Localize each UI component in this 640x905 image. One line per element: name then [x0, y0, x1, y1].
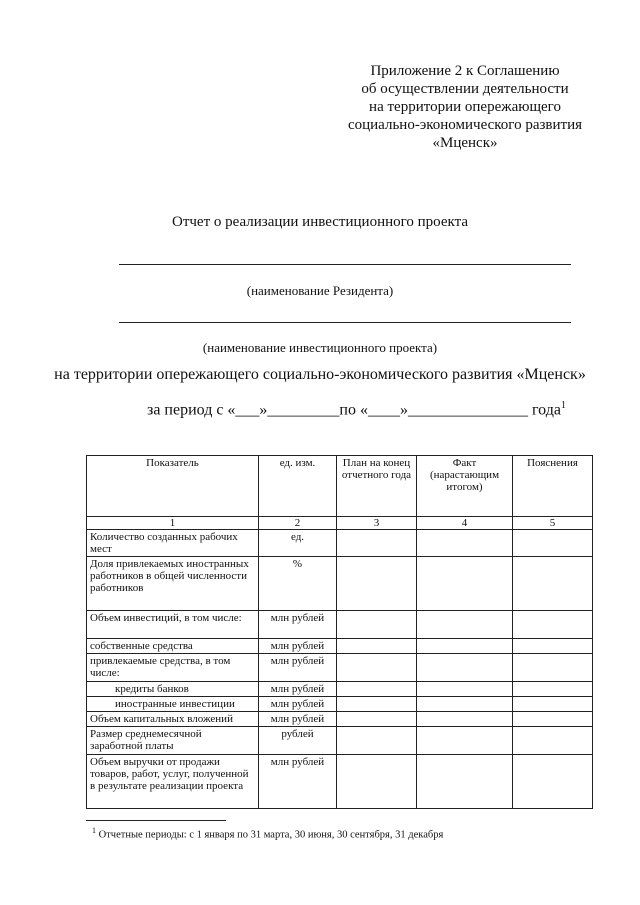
- appendix-line: социально-экономического развития: [347, 117, 583, 133]
- footnote-mark: 1: [92, 826, 96, 835]
- notes-cell[interactable]: [513, 639, 593, 654]
- row-label: привлекаемые средства, в том числе:: [87, 654, 259, 682]
- table-header-row: [87, 456, 593, 517]
- footnote: [92, 826, 443, 841]
- notes-cell[interactable]: [513, 712, 593, 727]
- row-label: Объем капитальных вложений: [87, 712, 259, 727]
- row-unit: млн рублей: [259, 639, 337, 654]
- row-unit: %: [259, 557, 337, 611]
- plan-cell[interactable]: [337, 654, 417, 682]
- report-title: Отчет о реализации инвестиционного проекта: [171, 214, 468, 230]
- report-table: [86, 455, 593, 809]
- project-name-line[interactable]: [119, 322, 571, 323]
- plan-cell[interactable]: [337, 727, 417, 755]
- notes-cell[interactable]: [513, 557, 593, 611]
- row-unit: ед.: [259, 530, 337, 557]
- row-label: кредиты банков: [87, 682, 259, 697]
- header-fact: Факт (нарастающим итогом): [417, 456, 513, 517]
- appendix-line: «Мценск»: [432, 135, 498, 151]
- row-label: Доля привлекаемых иностранных работников в общей численности работников: [87, 557, 259, 611]
- plan-cell[interactable]: [337, 712, 417, 727]
- table-row: [87, 639, 593, 654]
- appendix-line: Приложение 2 к Соглашению: [370, 63, 560, 79]
- table-row: [87, 755, 593, 809]
- header-indicator: Показатель: [87, 456, 259, 517]
- row-unit: млн рублей: [259, 697, 337, 712]
- period-line: [147, 400, 566, 419]
- plan-cell[interactable]: [337, 639, 417, 654]
- fact-cell[interactable]: [417, 712, 513, 727]
- row-label: иностранные инвестиции: [87, 697, 259, 712]
- table-row: [87, 557, 593, 611]
- column-number-row: [87, 517, 593, 530]
- period-footnote-mark: 1: [560, 400, 566, 411]
- fact-cell[interactable]: [417, 557, 513, 611]
- table-row: [87, 727, 593, 755]
- row-unit: млн рублей: [259, 755, 337, 809]
- column-number: 5: [513, 517, 593, 530]
- table-row: [87, 611, 593, 639]
- fact-cell[interactable]: [417, 755, 513, 809]
- table-row: [87, 654, 593, 682]
- fact-cell[interactable]: [417, 611, 513, 639]
- resident-name-line[interactable]: [119, 264, 571, 265]
- plan-cell[interactable]: [337, 611, 417, 639]
- column-number: 4: [417, 517, 513, 530]
- row-label: собственные средства: [87, 639, 259, 654]
- fact-cell[interactable]: [417, 639, 513, 654]
- notes-cell[interactable]: [513, 697, 593, 712]
- fact-cell[interactable]: [417, 697, 513, 712]
- fact-cell[interactable]: [417, 530, 513, 557]
- row-label: Объем инвестиций, в том числе:: [87, 611, 259, 639]
- notes-cell[interactable]: [513, 727, 593, 755]
- notes-cell[interactable]: [513, 530, 593, 557]
- row-unit: млн рублей: [259, 611, 337, 639]
- period-text: за период с «___»_________по «____»_______________ года: [147, 401, 561, 419]
- plan-cell[interactable]: [337, 755, 417, 809]
- table-row: [87, 682, 593, 697]
- table-row: [87, 697, 593, 712]
- table-row: [87, 712, 593, 727]
- notes-cell[interactable]: [513, 611, 593, 639]
- footnote-divider: [86, 820, 226, 821]
- fact-cell[interactable]: [417, 682, 513, 697]
- appendix-header: [330, 62, 600, 152]
- appendix-line: на территории опережающего: [369, 99, 561, 115]
- table-row: [87, 530, 593, 557]
- row-unit: млн рублей: [259, 712, 337, 727]
- fact-cell[interactable]: [417, 654, 513, 682]
- fact-cell[interactable]: [417, 727, 513, 755]
- project-caption: (наименование инвестиционного проекта): [202, 340, 438, 355]
- plan-cell[interactable]: [337, 682, 417, 697]
- resident-caption: (наименование Резидента): [246, 283, 394, 298]
- plan-cell[interactable]: [337, 697, 417, 712]
- territory-text: на территории опережающего социально-экономического развития «Мценск»: [54, 366, 586, 383]
- row-unit: млн рублей: [259, 682, 337, 697]
- header-notes: Пояснения: [513, 456, 593, 517]
- column-number: 2: [259, 517, 337, 530]
- appendix-line: об осуществлении деятельности: [361, 81, 569, 97]
- notes-cell[interactable]: [513, 755, 593, 809]
- row-label: Объем выручки от продажи товаров, работ, услуг, полученной в результате реализации проекта: [87, 755, 259, 809]
- row-label: Количество созданных рабочих мест: [87, 530, 259, 557]
- notes-cell[interactable]: [513, 682, 593, 697]
- row-unit: млн рублей: [259, 654, 337, 682]
- column-number: 3: [337, 517, 417, 530]
- row-label: Размер среднемесячной заработной платы: [87, 727, 259, 755]
- header-plan: План на конец отчетного года: [337, 456, 417, 517]
- column-number: 1: [87, 517, 259, 530]
- row-unit: рублей: [259, 727, 337, 755]
- plan-cell[interactable]: [337, 557, 417, 611]
- plan-cell[interactable]: [337, 530, 417, 557]
- header-unit: ед. изм.: [259, 456, 337, 517]
- notes-cell[interactable]: [513, 654, 593, 682]
- footnote-text: Отчетные периоды: с 1 января по 31 марта, 30 июня, 30 сентября, 31 декабря: [96, 829, 444, 841]
